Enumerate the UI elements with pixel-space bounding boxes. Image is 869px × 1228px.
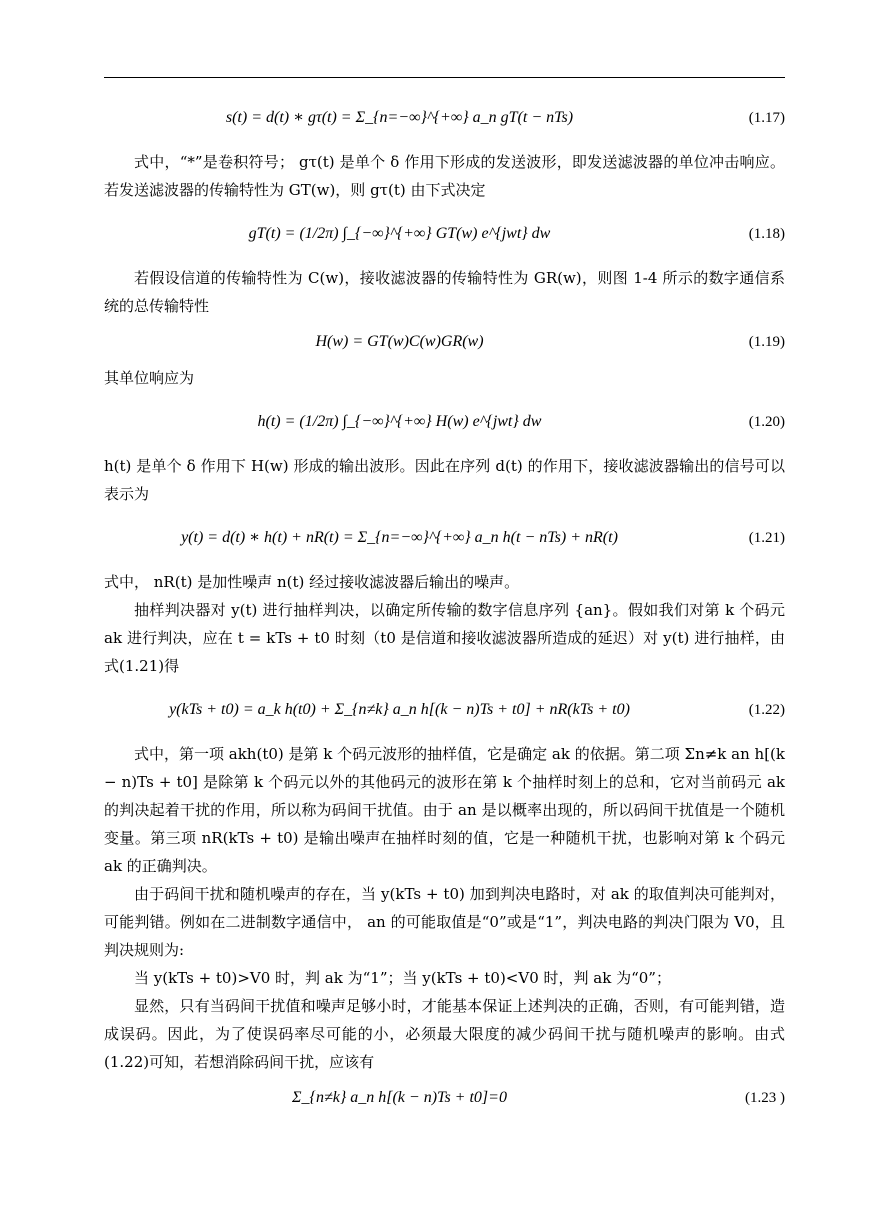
equation-number: (1.19) [748,334,785,350]
equation-1-18 [104,206,785,262]
equation-formula: h(t) = (1/2π) ∫_{−∞}^{+∞} H(w) e^{jwt} dw [257,413,542,430]
paragraph: 由于码间干扰和随机噪声的存在，当 y(kTs + t0) 加到判决电路时，对 ak 的取值判决可能判对，可能判错。例如在二进制数字通信中， an 的可能取值是“0”或是“1”，判决电路的判决门限为 V0，且判决规则为: [104,885,785,959]
equation-1-20 [104,394,785,450]
equation-formula: y(kTs + t0) = a_k h(t0) + Σ_{n≠k} a_n h[(k − n)Ts + t0] + nR(kTs + t0) [169,701,630,718]
paragraph: 若假设信道的传输特性为 C(w)，接收滤波器的传输特性为 GR(w)，则图 1-4 所示的数字通信系统的总传输特性 [104,269,785,315]
paragraph: 抽样判决器对 y(t) 进行抽样判决，以确定所传输的数字信息序列 {an}。假如我们对第 k 个码元 ak 进行判决，应在 t = kTs + t0 时刻（t0 是信道和接收滤波器所造成的延迟）对 y(t) 进行抽样，由式(1.21)得 [104,601,785,675]
equation-number: (1.21) [748,530,785,546]
paragraph: 式中，第一项 akh(t0) 是第 k 个码元波形的抽样值，它是确定 ak 的依据。第二项 Σn≠k an h[(k − n)Ts + t0] 是除第 k 个码元以外的其他码元的波形在第 k 个抽样时刻上的总和，它对当前码元 ak 的判决起着干扰的作用，所以称为码间干扰值。由于 an 是以概率出现的，所以码间干扰值是一个随机变量。第三项 nR(kTs + t0) 是输出噪声在抽样时刻的值，它是一种随机干扰，也影响对第 k 个码元 ak 的正确判决。 [104,745,785,875]
header-rule [104,77,785,78]
equation-formula: s(t) = d(t) ∗ gτ(t) = Σ_{n=−∞}^{+∞} a_n gT(t − nTs) [225,109,574,126]
equation-1-17 [104,90,785,146]
equation-number: (1.18) [748,226,785,242]
equation-number: (1.23 ) [745,1090,785,1106]
equation-formula: gT(t) = (1/2π) ∫_{−∞}^{+∞} GT(w) e^{jwt} dw [248,225,551,242]
paragraph: h(t) 是单个 δ 作用下 H(w) 形成的输出波形。因此在序列 d(t) 的作用下，接收滤波器输出的信号可以表示为 [104,457,785,503]
equation-1-23 [104,1078,785,1118]
paragraph: 当 y(kTs + t0)>V0 时，判 ak 为“1”；当 y(kTs + t0)<V0 时，判 ak 为“0”； [134,969,671,987]
paragraph: 式中，“*”是卷积符号； gτ(t) 是单个 δ 作用下形成的发送波形，即发送滤波器的单位冲击响应。若发送滤波器的传输特性为 GT(w)，则 gτ(t) 由下式决定 [104,153,785,199]
paragraph: 式中， nR(t) 是加性噪声 n(t) 经过接收滤波器后输出的噪声。 [104,573,520,591]
equation-1-21 [104,510,785,566]
equation-formula: H(w) = GT(w)C(w)GR(w) [315,333,484,350]
equation-number: (1.20) [748,414,785,430]
equation-1-22 [104,682,785,738]
equation-number: (1.22) [748,702,785,718]
equation-number: (1.17) [748,110,785,126]
document-page [104,88,785,1120]
equation-1-19 [104,322,785,362]
equation-formula: Σ_{n≠k} a_n h[(k − n)Ts + t0]=0 [292,1089,507,1106]
equation-formula: y(t) = d(t) ∗ h(t) + nR(t) = Σ_{n=−∞}^{+∞} a_n h(t − nTs) + nR(t) [181,529,618,546]
paragraph: 其单位响应为 [104,369,195,387]
paragraph: 显然，只有当码间干扰值和噪声足够小时，才能基本保证上述判决的正确，否则，有可能判错，造成误码。因此，为了使误码率尽可能的小，必须最大限度的减少码间干扰与随机噪声的影响。由式(1.22)可知，若想消除码间干扰，应该有 [104,997,785,1071]
